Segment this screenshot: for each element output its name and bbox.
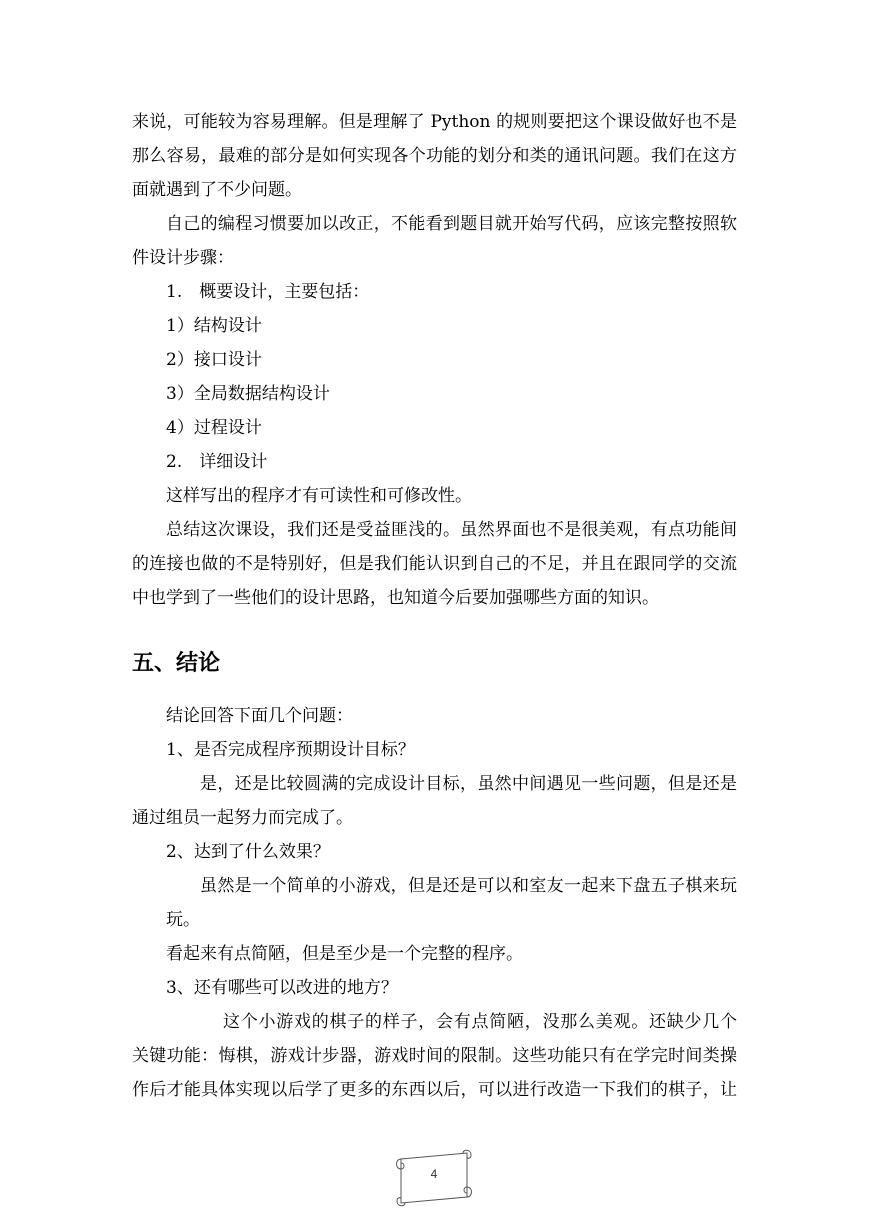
answer-line: 通过组员一起努力而完成了。: [132, 808, 353, 828]
body-text-line: 件设计步骤：: [132, 248, 234, 268]
body-text-line: 面就遇到了不少问题。: [132, 180, 302, 200]
section-heading: 五、结论: [132, 651, 221, 676]
answer-line: 看起来有点简陋，但是至少是一个完整的程序。: [166, 944, 523, 964]
page-footer: [393, 1147, 475, 1209]
list-item: 1. 概要设计，主要包括：: [166, 282, 370, 302]
answer-line: 这个小游戏的棋子的样子，会有点简陋，没那么美观。还缺少几个: [223, 1012, 737, 1032]
answer-line: 玩。: [166, 910, 200, 930]
list-item: 1）结构设计: [166, 316, 262, 336]
body-text-line: 中也学到了一些他们的设计思路，也知道今后要加强哪些方面的知识。: [132, 588, 659, 608]
answer-line: 作后才能具体实现以后学了更多的东西以后，可以进行改造一下我们的棋子，让: [132, 1080, 737, 1100]
question-line: 3、还有哪些可以改进的地方？: [166, 978, 398, 998]
page-number: 4: [430, 1167, 438, 1181]
body-text-line: 那么容易，最难的部分是如何实现各个功能的划分和类的通讯问题。我们在这方: [132, 146, 737, 166]
list-item: 2. 详细设计: [166, 452, 268, 472]
list-item: 4）过程设计: [166, 418, 262, 438]
body-text-line: 总结这次课设，我们还是受益匪浅的。虽然界面也不是很美观，有点功能间: [166, 520, 737, 540]
answer-line: 关键功能：悔棋，游戏计步器，游戏时间的限制。这些功能只有在学完时间类操: [132, 1046, 737, 1066]
answer-line: 是，还是比较圆满的完成设计目标，虽然中间遇见一些问题，但是还是: [200, 774, 737, 794]
question-line: 1、是否完成程序预期设计目标？: [166, 740, 415, 760]
body-text-line: 来说，可能较为容易理解。但是理解了 Python 的规则要把这个课设做好也不是: [132, 112, 737, 132]
body-text-line: 自己的编程习惯要加以改正，不能看到题目就开始写代码，应该完整按照软: [166, 214, 737, 234]
body-text-line: 结论回答下面几个问题：: [166, 706, 353, 726]
list-item: 2）接口设计: [166, 350, 262, 370]
body-text-line: 这样写出的程序才有可读性和可修改性。: [166, 486, 472, 506]
question-line: 2、达到了什么效果？: [166, 842, 330, 862]
body-text-line: 的连接也做的不是特别好，但是我们能认识到自己的不足，并且在跟同学的交流: [132, 554, 737, 574]
answer-line: 虽然是一个简单的小游戏，但是还是可以和室友一起来下盘五子棋来玩: [200, 876, 737, 896]
list-item: 3）全局数据结构设计: [166, 384, 330, 404]
